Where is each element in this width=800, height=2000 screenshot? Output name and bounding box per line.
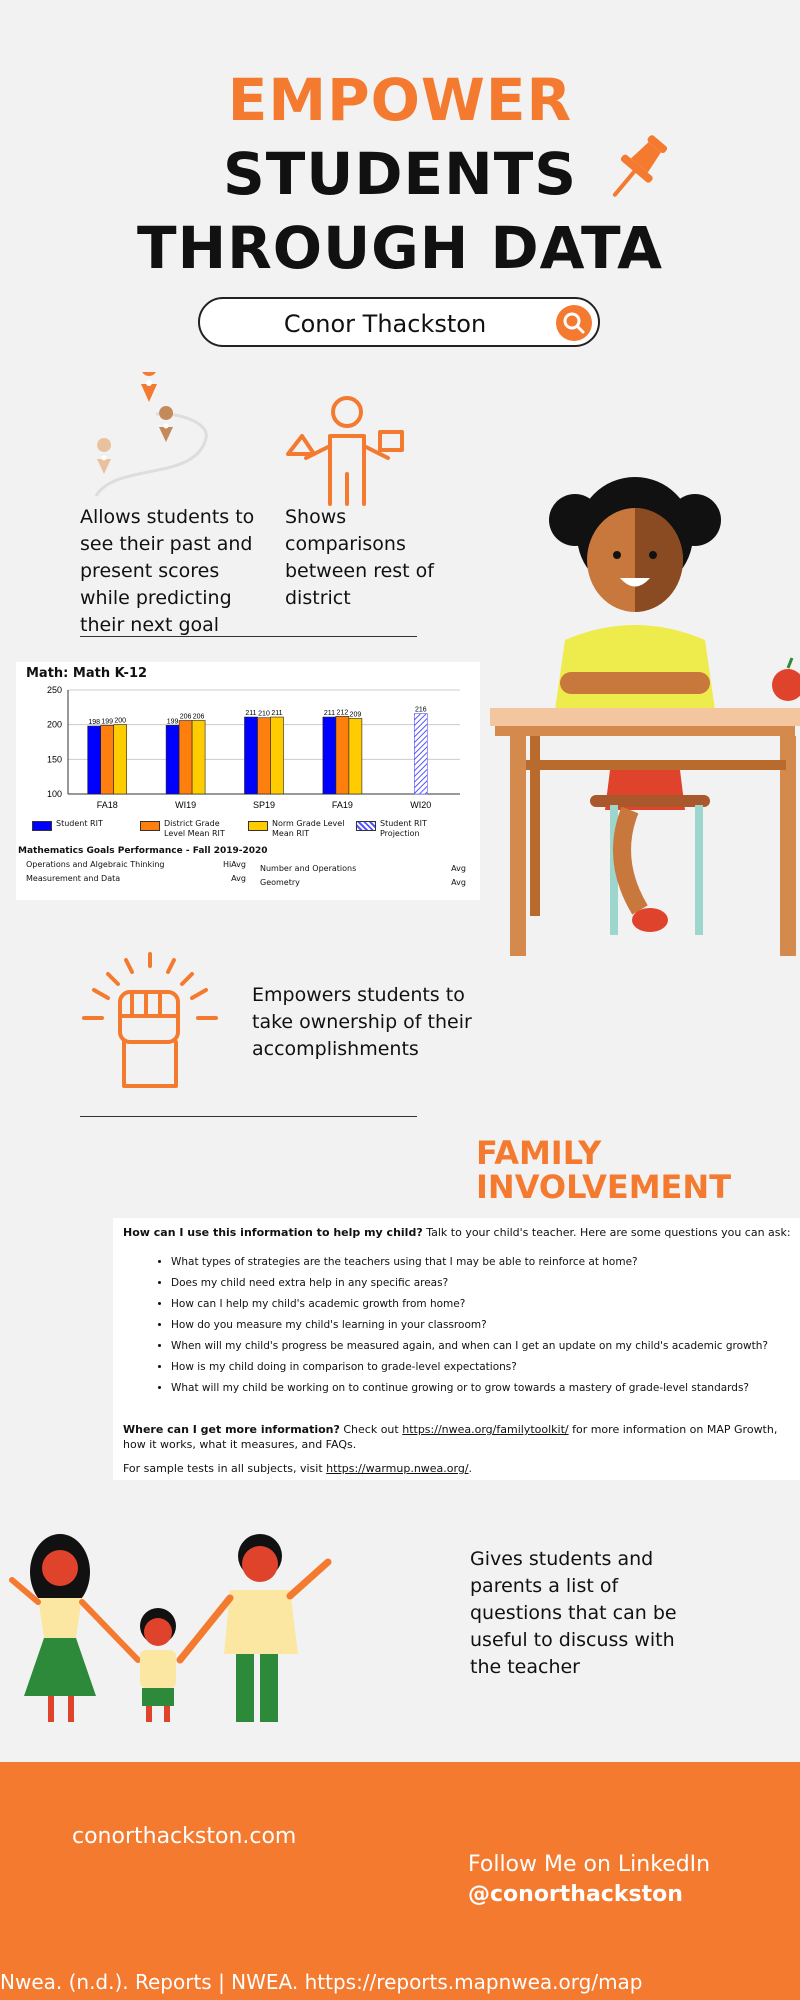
bar bbox=[88, 726, 101, 794]
question-item: • Does my child need extra help in any specific areas? bbox=[171, 1277, 800, 1289]
x-tick-label: SP19 bbox=[252, 800, 276, 810]
title-through-data: THROUGH DATA bbox=[137, 214, 663, 282]
goal-name: Geometry bbox=[260, 878, 300, 887]
bar-value-label: 206 bbox=[179, 713, 192, 721]
goal-row bbox=[260, 878, 466, 887]
goal-name: Number and Operations bbox=[260, 864, 357, 873]
bar-value-label: 212 bbox=[336, 709, 349, 717]
title-empower: EMPOWER bbox=[227, 66, 573, 134]
goal-value: HiAvg bbox=[222, 860, 246, 869]
goal-name: Operations and Algebraic Thinking bbox=[26, 860, 165, 869]
bar-value-label: 211 bbox=[245, 710, 257, 718]
legend-swatch bbox=[248, 821, 268, 831]
y-tick-label: 250 bbox=[46, 685, 62, 695]
linkedin-prompt: Follow Me on LinkedIn bbox=[468, 1852, 711, 1877]
feature-past-scores: Allows students to see their past and present scores while predicting their next goal bbox=[80, 506, 255, 636]
more-info bbox=[123, 1422, 793, 1452]
question-item: • What types of strategies are the teachers using that I may be able to reinforce at home? bbox=[171, 1256, 800, 1268]
goal-name: Measurement and Data bbox=[26, 874, 121, 883]
goal-value: Avg bbox=[231, 874, 246, 883]
pushpin-icon bbox=[596, 124, 676, 212]
divider bbox=[80, 1116, 417, 1117]
goal-row bbox=[26, 874, 246, 883]
name-search-bar[interactable] bbox=[198, 297, 600, 347]
bar bbox=[323, 717, 336, 794]
map-path-icon bbox=[86, 372, 216, 502]
sample-post: . bbox=[468, 1462, 473, 1475]
goals-title: Mathematics Goals Performance - Fall 2019-2020 bbox=[18, 846, 268, 856]
goal-row bbox=[260, 864, 466, 873]
x-tick-label: WI19 bbox=[175, 800, 197, 810]
search-input[interactable]: Conor Thackston bbox=[283, 310, 487, 338]
legend-swatch bbox=[32, 821, 52, 831]
raised-fist-icon bbox=[80, 950, 220, 1092]
x-tick-label: FA19 bbox=[331, 800, 353, 810]
bar-value-label: 198 bbox=[88, 719, 101, 727]
family-questions-panel bbox=[113, 1218, 800, 1480]
legend-label: Student RIT Projection bbox=[380, 819, 427, 838]
bar-value-label: 211 bbox=[271, 710, 283, 718]
bar bbox=[114, 725, 127, 794]
question-item: • How is my child doing in comparison to grade-level expectations? bbox=[171, 1361, 800, 1373]
bar-value-label: 206 bbox=[192, 713, 205, 721]
family-note: Gives students and parents a list of questions that can be useful to discuss with the teacher bbox=[470, 1548, 677, 1678]
goal-value: Avg bbox=[451, 878, 466, 887]
warmup-link[interactable]: https://warmup.nwea.org/ bbox=[326, 1462, 469, 1475]
bar-value-label: 211 bbox=[323, 710, 335, 718]
bar-value-label: 199 bbox=[166, 718, 179, 726]
bar bbox=[101, 725, 114, 794]
family-heading-line1: FAMILY bbox=[476, 1134, 602, 1172]
student-desk-illustration bbox=[490, 460, 800, 980]
citation: Nwea. (n.d.). Reports | NWEA. https://reports.mapnwea.org/map bbox=[0, 1970, 643, 1994]
more-pre: Check out bbox=[339, 1423, 403, 1436]
more-post: for more information on MAP Growth, how it works, what it measures, and FAQs. bbox=[123, 1423, 778, 1451]
comparison-person-icon bbox=[280, 394, 414, 506]
legend-label: District Grade Level Mean RIT bbox=[164, 819, 225, 838]
x-tick-label: FA18 bbox=[96, 800, 118, 810]
bar-value-label: 200 bbox=[114, 717, 127, 725]
bar-value-label: 210 bbox=[258, 710, 270, 718]
legend-label: Student RIT bbox=[56, 819, 103, 828]
website-link[interactable]: conorthackston.com bbox=[72, 1824, 297, 1849]
bar bbox=[179, 721, 192, 794]
linkedin-handle[interactable]: @conorthackston bbox=[468, 1882, 683, 1907]
family-intro bbox=[123, 1226, 793, 1239]
x-tick-label: WI20 bbox=[410, 800, 432, 810]
feature-ownership: Empowers students to take ownership of their accomplishments bbox=[252, 984, 472, 1060]
bar bbox=[349, 718, 362, 794]
intro-text: Talk to your child's teacher. Here are some questions you can ask: bbox=[422, 1226, 791, 1239]
question-item: • How do you measure my child's learning in your classroom? bbox=[171, 1319, 800, 1331]
question-item: • When will my child's progress be measured again, and when can I get an update on my child's academic growth? bbox=[171, 1340, 800, 1352]
y-tick-label: 200 bbox=[46, 719, 62, 730]
family-toolkit-link[interactable]: https://nwea.org/familytoolkit/ bbox=[402, 1423, 569, 1436]
bar bbox=[258, 718, 271, 794]
intro-bold: How can I use this information to help my child? bbox=[123, 1226, 423, 1239]
y-tick-label: 100 bbox=[46, 789, 62, 799]
bar bbox=[192, 721, 205, 794]
title-students: STUDENTS bbox=[222, 140, 578, 208]
feature-comparisons: Shows comparisons between rest of district bbox=[285, 506, 434, 609]
legend-swatch bbox=[140, 821, 160, 831]
sample-tests bbox=[123, 1462, 793, 1475]
bar bbox=[336, 716, 349, 794]
sample-pre: For sample tests in all subjects, visit bbox=[123, 1462, 327, 1475]
bar bbox=[414, 714, 427, 794]
divider bbox=[80, 636, 417, 637]
search-icon bbox=[556, 305, 592, 341]
rit-chart-panel bbox=[16, 662, 480, 900]
goal-value: Avg bbox=[451, 864, 466, 873]
chart-title: Math: Math K-12 bbox=[26, 666, 148, 681]
bar-value-label: 216 bbox=[414, 706, 427, 714]
goal-row bbox=[26, 860, 246, 869]
question-list bbox=[113, 1256, 800, 1403]
bar-value-label: 209 bbox=[349, 711, 362, 719]
y-tick-label: 150 bbox=[46, 754, 62, 765]
question-item: • What will my child be working on to continue growing or to grow towards a mastery of grade-level standards? bbox=[171, 1382, 800, 1394]
question-item: • How can I help my child's academic growth from home? bbox=[171, 1298, 800, 1310]
bar bbox=[166, 725, 179, 794]
legend-swatch bbox=[356, 821, 376, 831]
bar bbox=[271, 717, 284, 794]
family-illustration bbox=[8, 1520, 338, 1742]
bar-chart bbox=[16, 682, 480, 830]
search-button[interactable] bbox=[556, 305, 592, 341]
more-bold: Where can I get more information? bbox=[123, 1423, 340, 1436]
legend-label: Norm Grade Level Mean RIT bbox=[272, 819, 345, 838]
family-heading-line2: INVOLVEMENT bbox=[476, 1168, 732, 1206]
bar bbox=[245, 717, 258, 794]
footer bbox=[0, 1762, 800, 2000]
bar-value-label: 199 bbox=[101, 718, 114, 726]
